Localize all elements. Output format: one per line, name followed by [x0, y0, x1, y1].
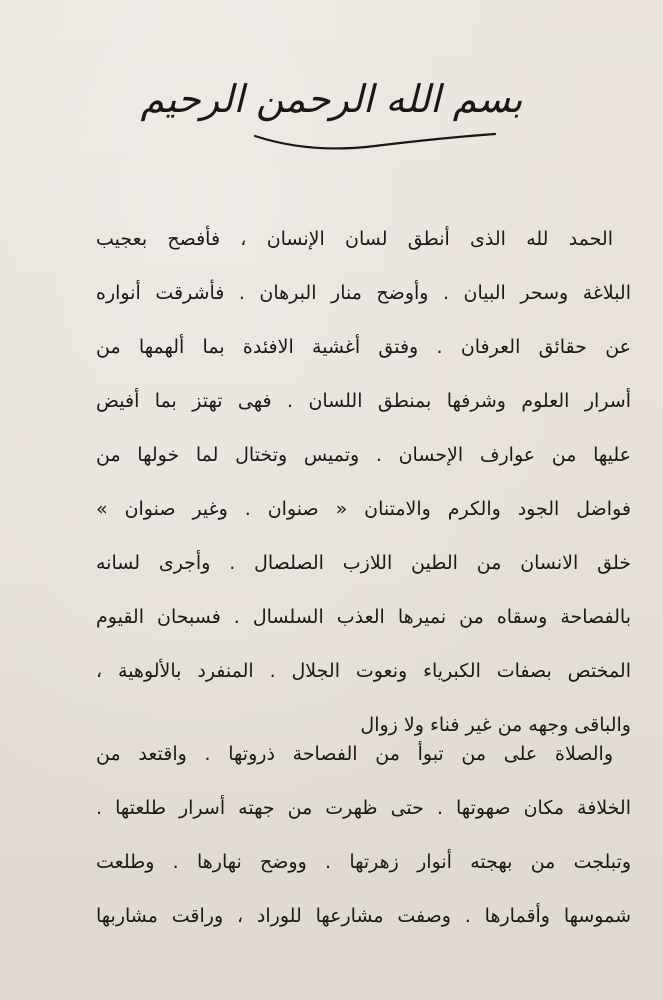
basmala-heading: بسم الله الرحمن الرحيم [140, 77, 523, 121]
text-line: فواضل الجود والكرم والامتنان « صنوان . وغير صنوان » [96, 498, 631, 520]
text-line: البلاغة وسحر البيان . وأوضح منار البرهان . فأشرقت أنواره [96, 282, 631, 304]
text-line: وتبلجت من بهجته أنوار زهرتها . ووضح نهارها . وطلعت [96, 851, 631, 873]
text-line: شموسها وأقمارها . وصفت مشارعها للوراد ، وراقت مشاربها [96, 905, 631, 927]
text-line: والباقى وجهه من غير فناء ولا زوال [360, 714, 631, 736]
text-line: المختص بصفات الكبرياء ونعوت الجلال . المنفرد بالألوهية ، [96, 660, 631, 682]
text-line: الخلافة مكان صهوتها . حتى ظهرت من جهته أسرار طلعتها . [96, 797, 631, 819]
text-line: الحمد لله الذى أنطق لسان الإنسان ، فأفصح بعجيب [96, 228, 613, 250]
text-line: والصلاة على من تبوأ من الفصاحة ذروتها . واقتعد من [96, 743, 613, 765]
paragraph-praise [96, 212, 631, 752]
text-line: بالفصاحة وسقاه من نميرها العذب السلسال . فسبحان القيوم [96, 606, 631, 628]
text-line: عن حقائق العرفان . وفتق أغشية الافئدة بما ألهمها من [96, 336, 631, 358]
paragraph-salutation [96, 727, 631, 943]
text-line: أسرار العلوم وشرفها بمنطق اللسان . فهى تهتز بما أفيض [96, 390, 631, 412]
text-line: عليها من عوارف الإحسان . وتميس وتختال لما خولها من [96, 444, 631, 466]
text-line: خلق الانسان من الطين اللازب الصلصال . وأجرى لسانه [96, 552, 631, 574]
basmala-flourish [250, 128, 500, 158]
